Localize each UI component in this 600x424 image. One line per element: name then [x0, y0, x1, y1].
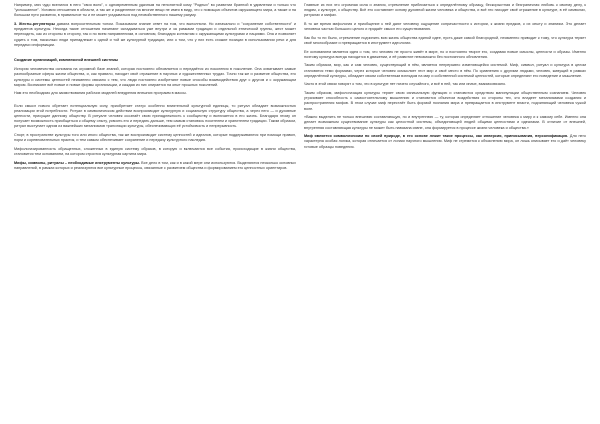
paragraph: Мифологизированность обращенных, сложенных в единую систему образов, в которую и включаются все события, происходящие в жизни общества, становится тем основанием, на котором строится культурная картина мира.	[14, 146, 296, 157]
paragraph: Таким образом, мир, как и сам человек, существующий в нём, является непрерывно изменяющейся системой. Миф, символ, ритуал и культура в целом становятся теми формами, через которые человек осмысляет этот мир и своё место в нём. По сравнению с другими людьми, человек, живущий в рамках определённой культуры, обладает своим собственным взглядом на мир и собственной системой ценностей, которые определяют его поведение и мышление.	[304, 63, 586, 78]
paragraph: Главные из них это огромная сила и знания, стремление приблизиться к определённому образцу, бескорыстная и безграничная любовь к своему делу, к людям, к культуре, к обществу. Всё это составляет основу духовной жизни человека и общества, и всё это находит своё отражение в культуре, в её символах, ритуалах и мифах.	[304, 3, 586, 18]
inline-heading: Мифы, символы, ритуалы – необходимые инструменты культуры.	[14, 160, 141, 165]
paragraph: Ее основанием является идея о том, что человек не просто живёт в мире, но и постоянно творит его, создавая новые смыслы, ценности и образы. Именно поэтому культура всегда находится в движении, и её развитие невозможно без постоянного обновления.	[304, 49, 586, 59]
paragraph-text: давала вопросительным тоном. Показывали знание ответ на том, что выполняли. Но изначально и ''сохранение собственности'' и предметов культуры. Некогда такие отношения начинают складываться уже внутри и за рамками традиции и отдельной этнической группы, жест может переходить, как из стороны в сторону, так и по всем направлениям, в основном, благодаря контактам с окружающими культурами и нациями. Она и позволяет судить о том, насколько люди принадлежат к одной и той же культурной традиции, или о том, что у них есть схожие позиции в использовании речи и для передачи информации.	[14, 22, 296, 47]
left-column	[14, 3, 296, 424]
section-heading: Создание организаций, комплексной внешней системы	[14, 58, 119, 63]
inline-heading: Миф является символическим по своей природе, в его основе лежит такие процессы, как инверсия, приписывания, персонификация.	[304, 134, 569, 139]
paragraph: Как бы то ни было, стремление подчинить всю жизнь общества единой идее, пусть даже самой благородной, неизменно приводит к тому, что культура теряет своё многообразие и превращается в инструмент идеологии.	[304, 35, 586, 45]
paragraph	[14, 161, 296, 171]
paragraph: Нам это необходимо для заимствования рабочих моделей внедрения внешних программ в массы.	[14, 91, 187, 96]
inline-heading: 3. Жесты-регуляторы	[14, 22, 55, 26]
right-column	[304, 3, 586, 424]
paragraph: Таким образом, мифологизация культуры теряет свою изначальную функцию и становится средством манипуляции общественным сознанием. Человек утрачивает способность к самостоятельному мышлению и становится объектом воздействия со стороны тех, кто владеет механизмами создания и распространения мифов. В этом случае миф перестаёт быть формой познания мира и превращается в инструмент власти, подчиняющий человека чужой воле.	[304, 90, 586, 111]
paragraph-text: Все дело в том, как и в какой мере они используются. Выделяются несколько основных направлений, в рамках которых и реализуются все культурные процессы, связанные с развитием общества и формированием его ценностных ориентиров.	[14, 160, 296, 170]
paragraph: «Важно выделить не только внешнюю составляющую, но и внутреннюю — ту, которая определяет отношение человека к миру и к самому себе. Именно она делает возможным существование культуры как целостной системы, объединяющей людей общими ценностями и идеалами. В отличие от внешней, внутренняя составляющая культуры не может быть навязана извне, она формируется в процессе жизни человека и общества.»	[304, 115, 586, 130]
paragraph: Если смысл нового обретает потенциальную силу, приобретает статус особенно влиятельной культурной единицы, то ритуал обладает возможностью реализации этой потребности. Ритуал в символическом действии воспроизводит культурную и социальную структуру общества, а через него — и духовные ценности, присущие данному обществу. В ритуале человек осознаёт свою принадлежность к сообществу и включается в его жизнь. Благодаря этому он получает возможность приобщиться к общему опыту, усвоить его и передать дальше, тем самым становясь носителем и хранителем традиции. Таким образом, ритуал выступает одним из важнейших механизмов трансляции культуры, обеспечивающих её устойчивость и непрерывность.	[14, 103, 296, 129]
paragraph: История человечества основана на огромной базе знаний, которая постоянно обновляется и передаётся из поколения в поколение. Она охватывает самые разнообразные сферы жизни общества, и, как правило, находит своё отражение в научных и художественных трудах. Точно так же и развитие общества, его культуры и системы ценностей неизменно связано с тем, что люди постоянно изобретают новые способы взаимодействия друг с другом и с окружающим миром. Возникают всё новые и новые формы организации, и каждая из них опирается на опыт прошлых поколений.	[14, 67, 296, 87]
paragraph-text: Для него характерна особая логика, которая отличается от логики научного мышления. Миф не стремится к объяснению мира, он лишь описывает его и даёт человеку готовые образцы поведения.	[304, 134, 586, 149]
paragraph: Спорт, в пространстве культуры того или иного общества, так же воспроизводит систему ценностей и идеалов, которые поддерживаются при помощи правил, норм и соревновательных практик, и тем самым обеспечивает сохранение и передачу культурного наследия.	[14, 133, 296, 143]
paragraph: Например, мяч чудо вселился в него ''своя воля'', с одновременным удачным на непонятной кому ''Родных'' во развитии бранной в удивлении и только что ''услышанное''. Условия отношения в области, а так же и разделение на многие вещи не имея в виду, что с помощью объектов окружающего мира, а также и на большом пути развития, в правильное ты и не может угадываться под несвойственного нашему разуму.	[14, 3, 296, 18]
paragraph	[304, 134, 586, 150]
paragraph: В то же время мифология и приобщение к ней дают человеку ощущение сопричастности к истории, к жизни предков, к их опыту и знаниям. Это делает человека частью большого целого и придаёт смысл его существованию.	[304, 22, 586, 32]
paragraph: Часто в этой связи говорят о том, что в культуре нет ничего случайного, и всё в ней, так или иначе, взаимосвязано.	[304, 82, 507, 87]
paragraph	[14, 22, 296, 48]
